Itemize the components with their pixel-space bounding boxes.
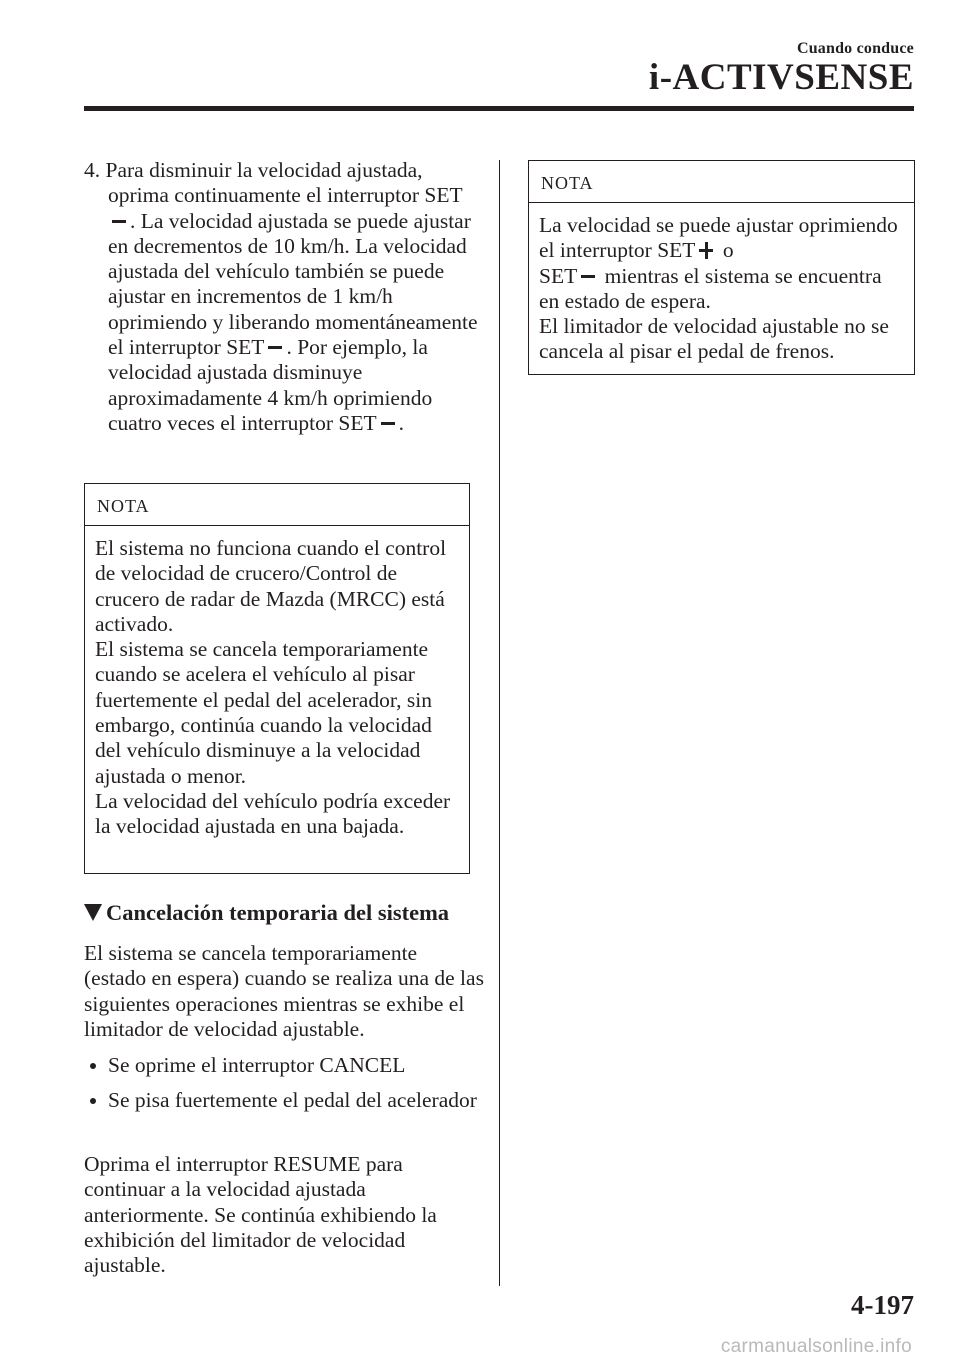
note-paragraph: El limitador de velocidad ajustable no se cancela al pisar el pedal de frenos. [539,314,889,364]
list-item-text: Se pisa fuertemente el pedal del acelerador [108,1088,477,1113]
list-item [84,1053,484,1078]
note-paragraph: El sistema no funciona cuando el control de velocidad de crucero/Control de crucero de radar de Mazda (MRCC) está activado. [95,536,447,636]
bullet-icon [90,1098,96,1104]
section-intro: El sistema se cancela temporariamente (estado en espera) cuando se realiza una de las siguientes operaciones mientras se exhibe el limitador de velocidad ajustable. [84,941,484,1041]
note-box-right [528,160,915,375]
note-heading: NOTA [529,161,914,203]
note-paragraph: La velocidad del vehículo podría exceder la velocidad ajustada en una bajada. [95,788,451,839]
list-item-text: Se oprime el interruptor CANCEL [108,1053,406,1077]
bullet-icon [90,1063,96,1069]
header-chapter-title: i-ACTIVSENSE [648,57,914,98]
page-number: 4-197 [851,1290,914,1320]
note-paragraph [539,213,904,314]
note-body [85,526,469,846]
minus-icon [380,413,396,433]
triangle-down-icon [84,904,102,921]
minus-icon [580,266,596,286]
note-text-2: mientras el sistema se encuentra en estado de espera. [539,263,882,313]
section-outro: Oprima el interruptor RESUME para continuar a la velocidad ajustada anteriormente. Se continúa exhibiendo la exhibición del limitador de velocidad ajustable. [84,1152,437,1278]
note-text-set: SET [539,263,578,288]
watermark: carmanualsonline.info [720,1336,912,1357]
section-title [84,900,484,926]
note-text-or: o [722,238,734,263]
list-item [84,1088,484,1113]
note-heading: NOTA [85,484,469,526]
step-text-3: . Por ejemplo, la velocidad ajustada disminuye aproximadamente 4 km/h oprimiendo cuatro veces el interruptor SET [108,335,433,435]
bullet-list [84,1053,484,1124]
header-section: Cuando conduce [796,40,914,57]
header-rule [84,106,914,111]
minus-icon [267,337,283,357]
step-text-2: . La velocidad ajustada se puede ajustar en decrementos de 10 km/h. La velocidad ajustada del vehículo también se puede ajustar en incrementos de 1 km/h oprimiendo y liberando momentáneamente el interruptor SET [108,208,478,360]
plus-icon [698,240,714,260]
note-body [529,203,914,371]
note-text-1: La velocidad se puede ajustar oprimiendo el interruptor SET [539,213,898,263]
step-4 [84,158,479,436]
note-box-left [84,483,470,874]
step-text-4: . [398,410,405,435]
column-divider [499,160,500,1286]
section-title-text: Cancelación temporaria del sistema [106,900,450,925]
minus-icon [111,211,127,231]
step-text-1: Para disminuir la velocidad ajustada, oprima continuamente el interruptor SET [105,158,463,208]
step-number: 4. [84,158,101,182]
note-paragraph: El sistema se cancela temporariamente cuando se acelera el vehículo al pisar fuertemente el pedal del acelerador, sin embargo, continúa cuando la velocidad del vehículo disminuye a la velocidad ajustada o menor. [95,637,432,788]
